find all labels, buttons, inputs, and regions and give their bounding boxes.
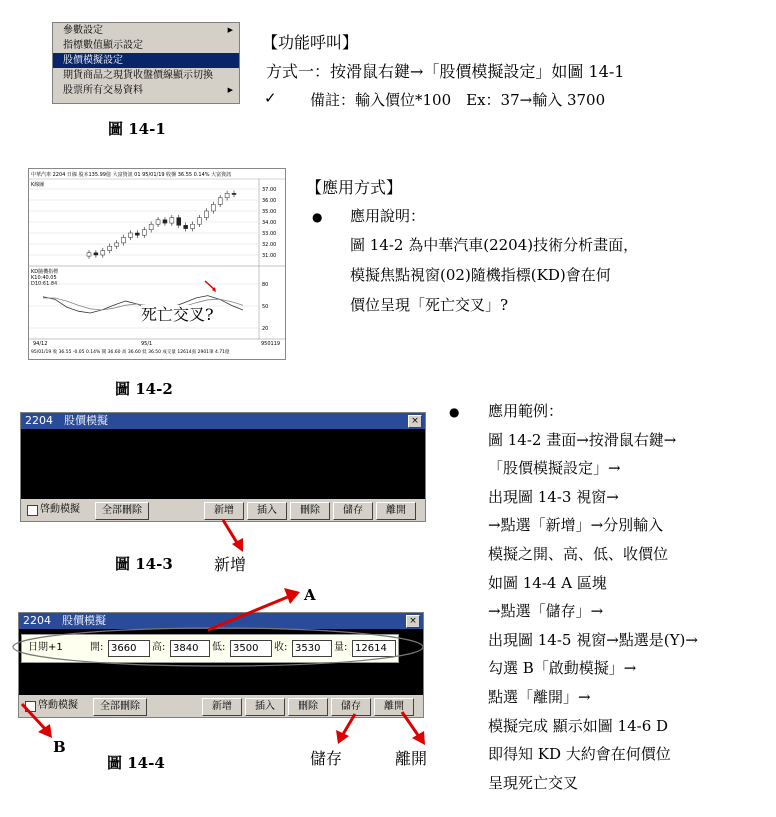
example-line: 「股價模擬設定」→	[488, 459, 621, 478]
desc-line: 模擬焦點視窗(02)隨機指標(KD)會在何	[350, 266, 611, 284]
candle-body	[108, 246, 112, 250]
example-line: 模擬完成 顯示如圖 14-6 D	[488, 716, 669, 735]
callout-a: A	[304, 586, 316, 604]
note-text: 備註：輸入價位*100 Ex：37→輸入 3700	[310, 91, 606, 109]
add-button[interactable]: 新增	[204, 502, 244, 520]
candle-body	[122, 237, 126, 243]
desc-title: 應用說明：	[350, 207, 426, 225]
insert-button[interactable]: 插入	[245, 698, 285, 716]
example-line: 圖 14-2 畫面→按滑鼠右鍵→	[488, 430, 677, 449]
menu-item-price-sim[interactable]: 股價模擬設定	[53, 53, 239, 68]
heading-application: 【應用方式】	[306, 178, 403, 197]
example-title: 應用範例：	[488, 402, 564, 420]
heading-function-call: 【功能呼叫】	[262, 33, 359, 52]
volume-label: 量:	[334, 642, 348, 653]
row-label: 日期+1	[28, 642, 63, 653]
low-input[interactable]: 3500	[230, 640, 272, 657]
save-button[interactable]: 儲存	[331, 698, 371, 716]
leave-button[interactable]: 離開	[374, 698, 414, 716]
example-line: 呈現死亡交叉	[488, 773, 579, 792]
candle-body	[170, 218, 174, 224]
bullet-icon: ●	[449, 405, 460, 419]
menu-item-stock-data[interactable]: 股票所有交易資料 ▶	[63, 85, 233, 96]
example-line: 出現圖 14-5 視窗→點選是(Y)→	[488, 630, 698, 649]
close-button[interactable]: ×	[408, 415, 422, 428]
context-menu	[52, 22, 240, 104]
start-sim-label: 啓動模擬	[40, 504, 80, 515]
panel-label-kd: KD隨機指標	[31, 269, 59, 275]
candle-body	[225, 193, 229, 197]
example-line: 即得知 KD 大約會在何價位	[488, 745, 671, 764]
candle-body	[101, 251, 105, 255]
example-line: →點選「新增」→分別輸入	[488, 516, 664, 535]
panel-label-d10: D10:61.84	[31, 281, 58, 287]
chart-header: 中華汽車 2204 日線 股本135.99億 大富資訊 01 95/01/19 收盤 36.55 0.14% 大富資訊	[31, 172, 232, 178]
example-line: 點選「離開」→	[488, 688, 591, 706]
price-tick-label: 35.00	[262, 209, 277, 215]
panel-label-k10: K10:40.05	[31, 275, 57, 281]
method-text: 方式一：按滑鼠右鍵→「股價模擬設定」如圖 14-1	[266, 62, 625, 81]
low-label: 低:	[212, 642, 226, 653]
candle-body	[94, 253, 98, 255]
price-tick-label: 34.00	[262, 220, 277, 226]
candle-body	[115, 243, 119, 246]
start-sim-label: 啓動模擬	[38, 700, 78, 711]
date-label-1: 94/12	[33, 341, 48, 347]
callout-save: 儲存	[310, 749, 343, 768]
death-cross-annotation: 死亡交叉?	[141, 305, 214, 324]
insert-button[interactable]: 插入	[247, 502, 287, 520]
example-line: 勾選 B「啟動模擬」→	[488, 659, 637, 678]
callout-add: 新增	[214, 555, 247, 574]
candle-body	[149, 224, 153, 230]
caption-fig4: 圖 14-4	[107, 754, 165, 772]
volume-input[interactable]: 12614	[352, 640, 396, 657]
candle-body	[163, 220, 167, 223]
open-label: 開:	[90, 642, 104, 653]
candle-body	[156, 220, 160, 224]
candle-body	[204, 211, 208, 218]
price-sim-window-1	[20, 412, 426, 522]
candle-body	[191, 224, 195, 228]
high-input[interactable]: 3840	[170, 640, 210, 657]
date-label-3: 950119	[261, 341, 281, 347]
date-label-2: 95/1	[141, 341, 153, 347]
candle-body	[232, 193, 236, 194]
menu-item-futures[interactable]: 期貨商品之現貨收盤價線顯示切換	[63, 70, 213, 81]
candle-body	[211, 204, 215, 211]
caption-fig1: 圖 14-1	[108, 120, 166, 138]
candle-body	[177, 218, 181, 226]
save-button[interactable]: 儲存	[333, 502, 373, 520]
candle-body	[142, 230, 146, 236]
delete-button[interactable]: 刪除	[290, 502, 330, 520]
delete-button[interactable]: 刪除	[288, 698, 328, 716]
menu-item-param[interactable]: 參數設定 ▶	[63, 25, 233, 36]
desc-line: 價位呈現「死亡交叉」?	[350, 296, 509, 314]
example-line: 模擬之開、高、低、收價位	[488, 545, 669, 563]
delete-all-button[interactable]: 全部刪除	[95, 502, 149, 520]
submenu-arrow-icon: ▶	[227, 26, 233, 34]
close-label: 收:	[274, 642, 288, 653]
panel-label-k: K線圖	[31, 182, 45, 188]
callout-b: B	[53, 738, 66, 756]
kd-chart	[28, 168, 286, 360]
submenu-arrow-icon: ▶	[227, 86, 233, 94]
candle-body	[197, 218, 201, 225]
bullet-icon: ●	[312, 210, 323, 224]
candle-body	[218, 198, 222, 205]
caption-fig3: 圖 14-3	[115, 555, 173, 573]
open-input[interactable]: 3660	[108, 640, 150, 657]
start-sim-checkbox[interactable]	[27, 505, 38, 516]
price-tick-label: 32.00	[262, 242, 277, 248]
candle-body	[128, 233, 132, 237]
caption-fig2: 圖 14-2	[115, 380, 173, 398]
kd-tick-label: 80	[262, 282, 269, 288]
close-button[interactable]: ×	[406, 615, 420, 628]
callout-leave: 離開	[395, 749, 428, 768]
arrow-to-add	[215, 518, 255, 558]
window-title: 2204 股價模擬 ×	[21, 413, 425, 429]
callout-arrows	[0, 580, 460, 760]
window-title: 2204 股價模擬 ×	[19, 613, 423, 629]
example-line: →點選「儲存」→	[488, 602, 604, 621]
kd-tick-label: 20	[262, 326, 269, 332]
price-tick-label: 36.00	[262, 198, 277, 204]
candle-body	[184, 225, 188, 228]
example-line: 出現圖 14-3 視窗→	[488, 487, 619, 506]
price-tick-label: 33.00	[262, 231, 277, 237]
add-button[interactable]: 新增	[202, 698, 242, 716]
price-tick-label: 31.00	[262, 253, 277, 259]
delete-all-button[interactable]: 全部刪除	[93, 698, 147, 716]
desc-line: 圖 14-2 為中華汽車(2204)技術分析畫面，	[350, 236, 639, 254]
example-line: 如圖 14-4 A 區塊	[488, 573, 607, 592]
chart-bottom-row: 95/01/19 收 36.55 -0.05 0.14% 開 36.60 高 36.60 低 36.50 成交量 12614張 2901筆 4.71億	[31, 350, 230, 355]
candle-body	[87, 253, 91, 256]
price-tick-label: 37.00	[262, 187, 277, 193]
leave-button[interactable]: 離開	[376, 502, 416, 520]
check-icon: ✓	[264, 89, 277, 107]
close-price-input[interactable]: 3530	[292, 640, 332, 657]
candle-body	[135, 233, 139, 235]
high-label: 高:	[152, 642, 166, 653]
menu-item-indicator[interactable]: 指標數值顯示設定	[63, 40, 143, 51]
kd-tick-label: 50	[262, 304, 269, 310]
